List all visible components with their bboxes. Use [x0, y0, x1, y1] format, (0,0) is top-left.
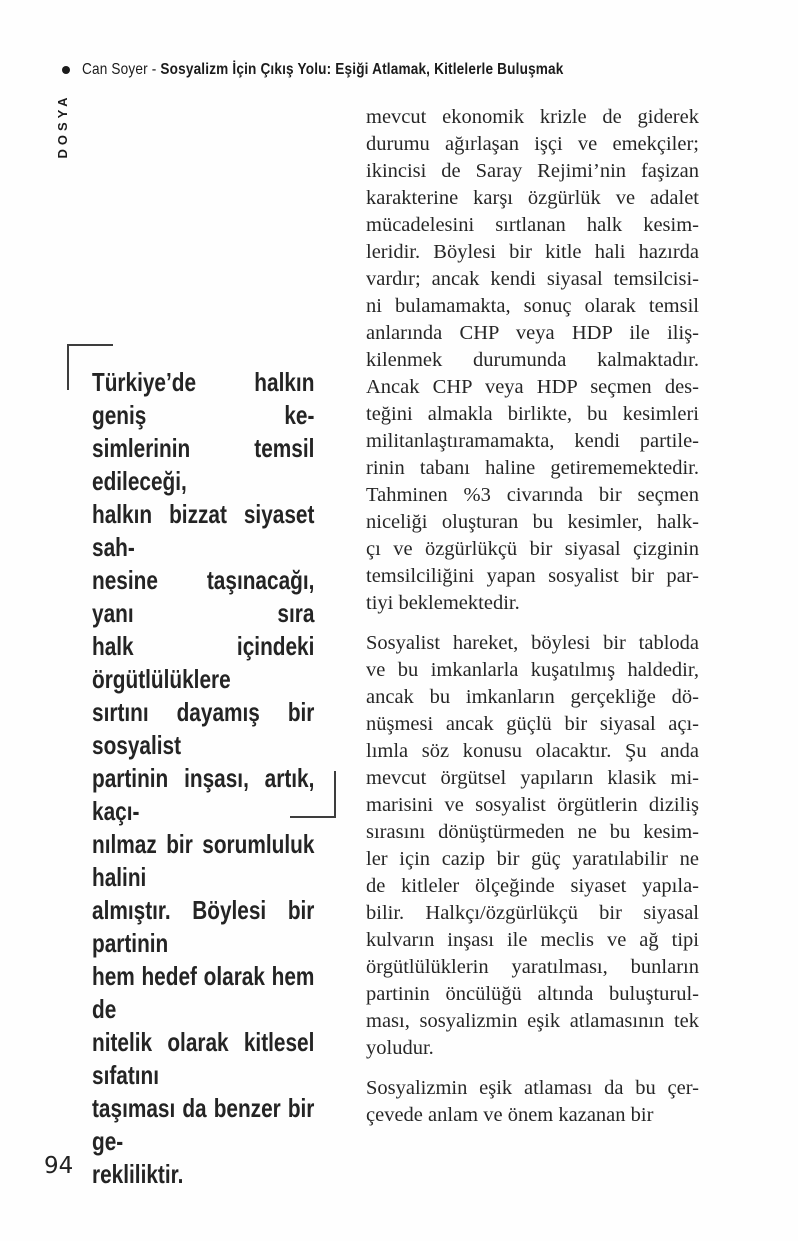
- pull-quote-line: rekliliktir.: [92, 1159, 184, 1189]
- text-line: anlarında CHP veya HDP ile iliş-: [366, 322, 699, 344]
- text-line: vardır; ancak kendi siyasal temsilcisi-: [366, 268, 699, 290]
- article-title: Sosyalizm İçin Çıkış Yolu: Eşiği Atlamak, Kitlelerle Buluşmak: [160, 61, 564, 78]
- author-name: Can Soyer -: [82, 61, 161, 78]
- text-line: niceliği oluşturan bu kesimler, halk-: [366, 511, 699, 533]
- pull-quote-line: hem hedef olarak hem de: [92, 961, 315, 1024]
- pull-quote-line: halk içindeki örgütlülüklere: [92, 631, 315, 694]
- text-line: mücadelesini sırtlanan halk kesim-: [366, 214, 699, 236]
- text-line: Sosyalizmin eşik atlaması da bu çer-: [366, 1077, 699, 1099]
- pull-quote-line: nitelik olarak kitlesel sıfatını: [92, 1027, 315, 1090]
- text-line: ler için cazip bir güç yaratılabilir ne: [366, 848, 699, 870]
- text-line: nüşmesi ancak güçlü bir siyasal açı-: [366, 713, 699, 735]
- section-label-vertical: DOSYA: [55, 93, 70, 159]
- pull-quote-line: Türkiye’de halkın geniş ke-: [92, 367, 315, 430]
- text-line: çı ve özgürlükçü bir siyasal çizginin: [366, 538, 699, 560]
- pull-quote-line: nesine taşınacağı, yanı sıra: [92, 565, 315, 628]
- text-line: temsilciliğini yapan sosyalist bir par-: [366, 565, 699, 587]
- text-line: mevcut örgütsel yapıların klasik mi-: [366, 767, 699, 789]
- text-line: Tahminen %3 civarında bir seçmen: [366, 484, 699, 506]
- text-line: lımla söz konusu olacaktır. Şu anda: [366, 740, 699, 762]
- pull-quote-line: sırtını dayamış bir sosyalist: [92, 697, 315, 760]
- paragraph: [366, 630, 699, 1062]
- pull-quote-line: nılmaz bir sorumluluk halini: [92, 829, 315, 892]
- text-line: karakterine karşı özgürlük ve adalet: [366, 187, 699, 209]
- bullet-icon: [62, 66, 70, 74]
- text-line: de kitleler ölçeğinde siyaset yapıla-: [366, 875, 699, 897]
- text-line: örgütlülüklerin yaratılması, bunların: [366, 956, 699, 978]
- text-line: bilir. Halkçı/özgürlükçü bir siyasal: [366, 902, 699, 924]
- text-line: ancak bu imkanların gerçekliğe dö-: [366, 686, 699, 708]
- pull-quote-line: taşıması da benzer bir ge-: [92, 1093, 315, 1156]
- text-line: Sosyalist hareket, böylesi bir tabloda: [366, 632, 699, 654]
- text-line: mevcut ekonomik krizle de giderek: [366, 106, 699, 128]
- text-line: ması, sosyalizmin eşik atlamasının tek: [366, 1010, 699, 1032]
- text-line: ve bu imkanlarla kuşatılmış haldedir,: [366, 659, 699, 681]
- page-number: 94: [44, 1153, 74, 1179]
- text-line: partinin öncülüğü altında buluşturul-: [366, 983, 699, 1005]
- text-line: ni bulamamakta, sonuç olarak temsil: [366, 295, 699, 317]
- pull-quote-line: halkın bizzat siyaset sah-: [92, 499, 315, 562]
- paragraph: [366, 1075, 699, 1129]
- running-head: [62, 61, 649, 79]
- text-line: durumu ağırlaşan işçi ve emekçiler;: [366, 133, 699, 155]
- text-line: rinin tabanı haline getirememektedir.: [366, 457, 699, 479]
- text-line: militanlaştıramamakta, kendi partile-: [366, 430, 699, 452]
- pull-quote-line: partinin inşası, artık, kaçı-: [92, 763, 315, 826]
- text-line: marisini ve sosyalist örgütlerin diziliş: [366, 794, 699, 816]
- text-line: tiyi beklemektedir.: [366, 592, 520, 614]
- paragraph: [366, 104, 699, 617]
- text-line: kilenmek durumunda kalmaktadır.: [366, 349, 699, 371]
- text-line: yoludur.: [366, 1037, 434, 1059]
- text-line: kulvarın inşası ile meclis ve ağ tipi: [366, 929, 699, 951]
- pull-quote-line: simlerinin temsil edileceği,: [92, 433, 315, 496]
- pull-quote: [92, 366, 314, 1191]
- pull-quote-line: almıştır. Böylesi bir partinin: [92, 895, 315, 958]
- text-line: çevede anlam ve önem kazanan bir: [366, 1104, 654, 1126]
- text-line: ikincisi de Saray Rejimi’nin faşizan: [366, 160, 699, 182]
- text-line: Ancak CHP veya HDP seçmen des-: [366, 376, 699, 398]
- body-column: [366, 104, 699, 1142]
- running-head-text: [82, 61, 564, 79]
- pull-quote-lines: [92, 366, 314, 1191]
- text-line: sırasını dönüştürmeden ne bu kesim-: [366, 821, 699, 843]
- text-line: teğini almakla birlikte, bu kesimleri: [366, 403, 699, 425]
- text-line: leridir. Böylesi bir kitle hali hazırda: [366, 241, 699, 263]
